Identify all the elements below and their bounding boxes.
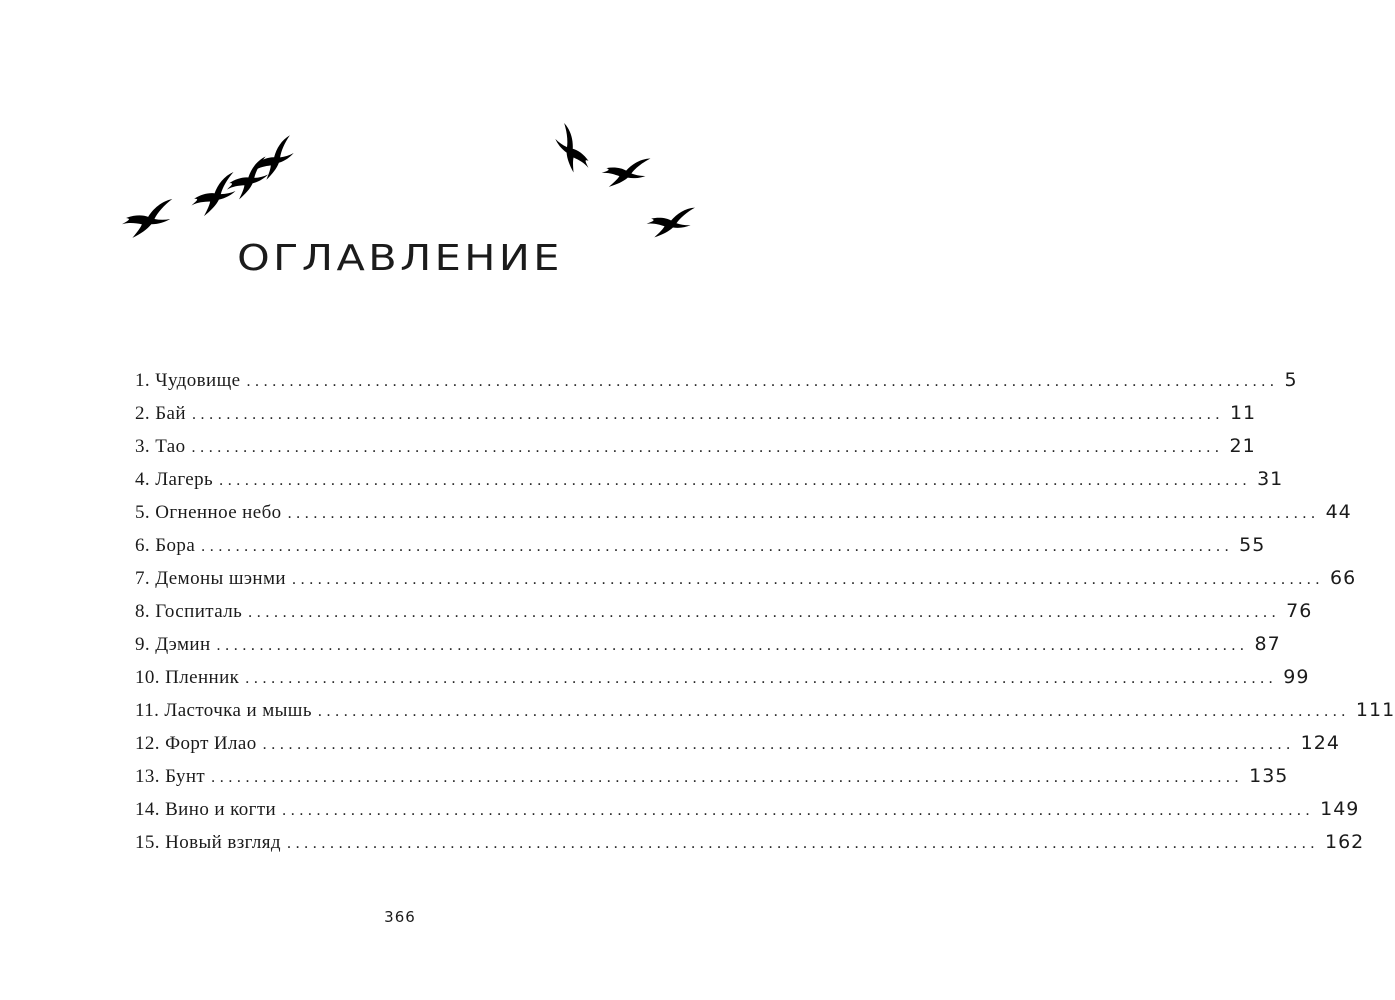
chapter-title: Новый взгляд bbox=[165, 832, 281, 853]
toc-entry[interactable] bbox=[135, 463, 1284, 496]
chapter-title: Лагерь bbox=[155, 469, 214, 490]
dot-leader: ........................................................................................................................ bbox=[191, 406, 1224, 423]
chapter-number: 7. bbox=[135, 568, 151, 589]
toc-entry[interactable] bbox=[135, 430, 1256, 463]
toc-entry[interactable] bbox=[135, 529, 1266, 562]
dot-leader: ........................................................................................................................ bbox=[248, 604, 1281, 621]
chapter-title: Бора bbox=[155, 535, 196, 556]
chapter-number: 9. bbox=[135, 634, 151, 655]
dot-leader: ........................................................................................................................ bbox=[282, 802, 1315, 819]
chapter-page: 5 bbox=[1284, 369, 1298, 391]
dot-leader: ........................................................................................................................ bbox=[292, 571, 1324, 588]
dot-leader: ........................................................................................................................ bbox=[201, 538, 1234, 555]
swallow-icon bbox=[544, 123, 602, 178]
chapter-number: 11. bbox=[135, 700, 160, 721]
toc-entry[interactable] bbox=[135, 562, 1357, 595]
dot-leader: ........................................................................................................................ bbox=[286, 835, 1319, 852]
toc-entry[interactable] bbox=[135, 826, 1365, 859]
chapter-title: Вино и когти bbox=[165, 799, 277, 820]
chapter-number: 4. bbox=[135, 469, 151, 490]
page-title: ОГЛАВЛЕНИЕ bbox=[237, 238, 563, 279]
dot-leader: ........................................................................................................................ bbox=[216, 637, 1249, 654]
dot-leader: ........................................................................................................................ bbox=[317, 703, 1350, 720]
chapter-number: 10. bbox=[135, 667, 160, 688]
chapter-title: Чудовище bbox=[155, 370, 241, 391]
chapter-page: 135 bbox=[1249, 765, 1289, 787]
swallow-icon bbox=[122, 199, 172, 238]
chapter-number: 6. bbox=[135, 535, 151, 556]
chapter-number: 5. bbox=[135, 502, 151, 523]
toc-entry[interactable] bbox=[135, 496, 1352, 529]
dot-leader: ........................................................................................................................ bbox=[246, 373, 1279, 390]
chapter-title: Огненное небо bbox=[155, 502, 282, 523]
chapter-number: 13. bbox=[135, 766, 160, 787]
chapter-page: 76 bbox=[1286, 600, 1313, 622]
chapter-page: 66 bbox=[1330, 567, 1357, 589]
toc-entry[interactable] bbox=[135, 694, 1395, 727]
chapter-page: 21 bbox=[1229, 435, 1256, 457]
chapter-number: 14. bbox=[135, 799, 160, 820]
chapter-page: 111 bbox=[1355, 699, 1395, 721]
chapter-page: 31 bbox=[1257, 468, 1284, 490]
chapter-title: Тао bbox=[155, 436, 186, 457]
chapter-title: Демоны шэнми bbox=[155, 568, 286, 589]
dot-leader: ........................................................................................................................ bbox=[245, 670, 1278, 687]
chapter-title: Форт Илао bbox=[165, 733, 257, 754]
chapter-page: 55 bbox=[1239, 534, 1266, 556]
toc-entry[interactable] bbox=[135, 727, 1340, 760]
toc-entry[interactable] bbox=[135, 760, 1289, 793]
swallow-icon bbox=[187, 172, 242, 218]
chapter-page: 87 bbox=[1254, 633, 1281, 655]
dot-leader: ........................................................................................................................ bbox=[287, 505, 1320, 522]
dot-leader: ........................................................................................................................ bbox=[262, 736, 1295, 753]
chapter-number: 1. bbox=[135, 370, 151, 391]
swallow-icon bbox=[599, 151, 650, 194]
chapter-title: Госпиталь bbox=[155, 601, 243, 622]
chapter-page: 162 bbox=[1324, 831, 1365, 853]
chapter-number: 15. bbox=[135, 832, 160, 853]
page-number: 366 bbox=[384, 908, 416, 926]
swallows-decoration bbox=[0, 0, 800, 260]
toc-entry[interactable] bbox=[135, 595, 1313, 628]
dot-leader: ........................................................................................................................ bbox=[211, 769, 1244, 786]
chapter-title: Бай bbox=[155, 403, 186, 424]
chapter-page: 99 bbox=[1283, 666, 1310, 688]
chapter-title: Пленник bbox=[165, 667, 240, 688]
toc-entry[interactable] bbox=[135, 661, 1310, 694]
chapter-number: 12. bbox=[135, 733, 160, 754]
chapter-number: 3. bbox=[135, 436, 151, 457]
dot-leader: ........................................................................................................................ bbox=[219, 472, 1252, 489]
chapter-title: Ласточка и мышь bbox=[164, 700, 312, 721]
chapter-number: 8. bbox=[135, 601, 151, 622]
chapter-page: 44 bbox=[1325, 501, 1352, 523]
chapter-page: 124 bbox=[1300, 732, 1340, 754]
toc-entry[interactable] bbox=[135, 793, 1360, 826]
chapter-page: 149 bbox=[1320, 798, 1360, 820]
table-of-contents bbox=[135, 364, 1395, 859]
toc-entry[interactable] bbox=[135, 364, 1298, 397]
toc-entry[interactable] bbox=[135, 397, 1257, 430]
swallow-icon bbox=[645, 201, 695, 242]
chapter-title: Бунт bbox=[165, 766, 206, 787]
toc-entry[interactable] bbox=[135, 628, 1281, 661]
dot-leader: ........................................................................................................................ bbox=[191, 439, 1224, 456]
chapter-title: Дэмин bbox=[155, 634, 211, 655]
chapter-number: 2. bbox=[135, 403, 151, 424]
chapter-page: 11 bbox=[1229, 402, 1257, 424]
